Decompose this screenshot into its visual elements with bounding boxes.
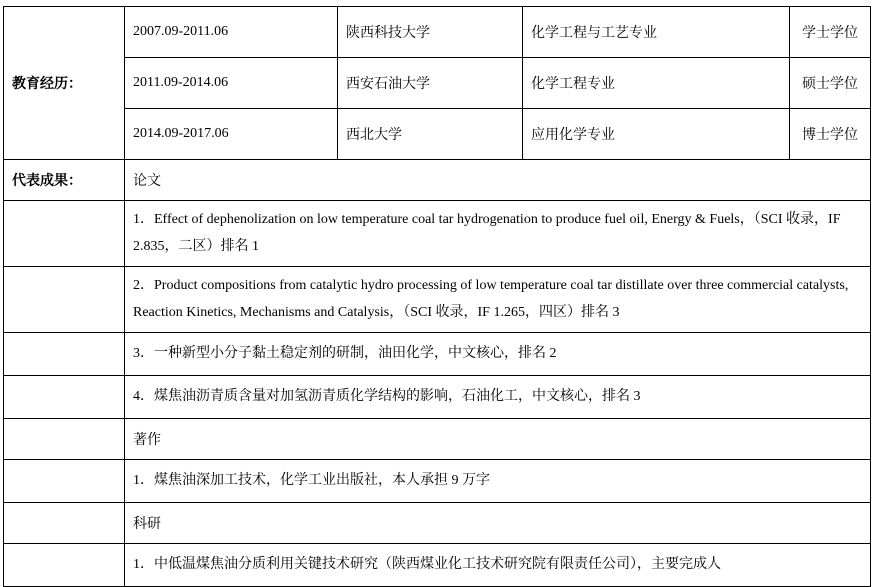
education-school: 西安石油大学: [338, 58, 523, 109]
education-degree: 学士学位: [790, 7, 871, 58]
resume-table: [3, 6, 871, 587]
spacer-cell: [4, 201, 125, 267]
table-row: [4, 419, 871, 460]
list-item: 1．煤焦油深加工技术，化学工业出版社，本人承担 9 万字: [125, 460, 871, 503]
education-school: 陕西科技大学: [338, 7, 523, 58]
table-row: [4, 201, 871, 267]
section-heading-research: 科研: [125, 503, 871, 544]
list-item: 1．Effect of dephenolization on low temperature coal tar hydrogenation to produce fuel oil, Energy & Fuels，（SCI 收录，IF 2.835，二区）排名 1: [125, 201, 871, 267]
list-item: 4．煤焦油沥青质含量对加氢沥青质化学结构的影响，石油化工，中文核心，排名 3: [125, 376, 871, 419]
list-item: 2．Product compositions from catalytic hydro processing of low temperature coal tar distillate over three commercial catalysts, Reaction Kinetics, Mechanisms and Catalysis，（SCI 收录，IF 1.265，四区）排名 3: [125, 267, 871, 333]
spacer-cell: [4, 267, 125, 333]
list-item: 1．中低温煤焦油分质利用关键技术研究（陕西煤业化工技术研究院有限责任公司），主要完成人: [125, 544, 871, 587]
spacer-cell: [4, 419, 125, 460]
spacer-cell: [4, 333, 125, 376]
table-row: [4, 376, 871, 419]
education-degree: 硕士学位: [790, 58, 871, 109]
table-row: [4, 544, 871, 587]
table-row: [4, 460, 871, 503]
education-label: 教育经历：: [4, 7, 125, 160]
table-row: [4, 503, 871, 544]
section-heading-books: 著作: [125, 419, 871, 460]
education-major: 化学工程与工艺专业: [523, 7, 790, 58]
education-major: 应用化学专业: [523, 109, 790, 160]
education-date: 2007.09-2011.06: [125, 7, 338, 58]
spacer-cell: [4, 376, 125, 419]
table-row: [4, 7, 871, 58]
spacer-cell: [4, 503, 125, 544]
spacer-cell: [4, 544, 125, 587]
table-row: [4, 58, 871, 109]
education-degree: 博士学位: [790, 109, 871, 160]
spacer-cell: [4, 460, 125, 503]
table-row: [4, 160, 871, 201]
education-major: 化学工程专业: [523, 58, 790, 109]
education-school: 西北大学: [338, 109, 523, 160]
education-date: 2011.09-2014.06: [125, 58, 338, 109]
achievements-label: 代表成果：: [4, 160, 125, 201]
education-date: 2014.09-2017.06: [125, 109, 338, 160]
table-row: [4, 109, 871, 160]
section-heading-papers: 论文: [125, 160, 871, 201]
table-row: [4, 333, 871, 376]
list-item: 3．一种新型小分子黏土稳定剂的研制，油田化学，中文核心，排名 2: [125, 333, 871, 376]
table-row: [4, 267, 871, 333]
